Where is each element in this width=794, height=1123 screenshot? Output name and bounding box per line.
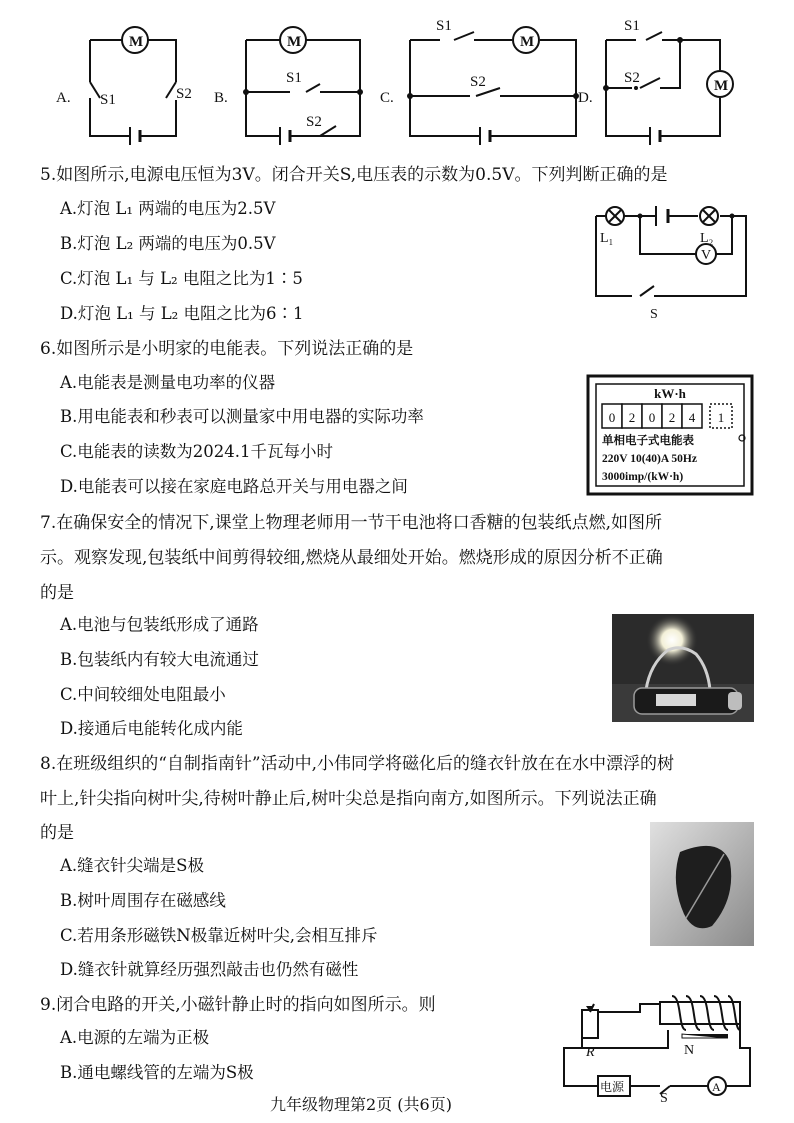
q4d-s2: S2 bbox=[624, 70, 640, 86]
q9-option-b: B.通电螺线管的左端为S极 bbox=[60, 1063, 254, 1082]
q9-stem: 9.闭合电路的开关,小磁针静止时的指向如图所示。则 bbox=[40, 995, 436, 1015]
q9-fig-r: R bbox=[586, 1045, 595, 1060]
q9-solenoid-circuit bbox=[558, 990, 758, 1102]
q5-option-d: D.灯泡 L₁ 与 L₂ 电阻之比为6∶1 bbox=[60, 304, 304, 323]
q5-option-b: B.灯泡 L₂ 两端的电压为0.5V bbox=[60, 234, 276, 253]
q6-option-d: D.电能表可以接在家庭电路总开关与用电器之间 bbox=[60, 477, 408, 496]
q4a-s2: S2 bbox=[176, 86, 192, 102]
q4b-motor-label: M bbox=[287, 34, 302, 50]
q5-fig-v: V bbox=[701, 248, 712, 263]
q5-fig-l2: L₂ bbox=[700, 231, 714, 246]
q4c-label: C. bbox=[380, 90, 394, 106]
q5-option-a: A.灯泡 L₁ 两端的电压为2.5V bbox=[60, 199, 276, 218]
q4b-s2: S2 bbox=[306, 114, 322, 130]
q8-stem-line2: 叶上,针尖指向树叶尖,待树叶静止后,树叶尖总是指向南方,如图所示。下列说法正确 bbox=[40, 789, 657, 809]
q7-battery-photo bbox=[612, 614, 754, 722]
meter-line1: 单相电子式电能表 bbox=[602, 435, 694, 447]
q5-stem: 5.如图所示,电源电压恒为3V。闭合开关S,电压表的示数为0.5V。下列判断正确的是 bbox=[40, 165, 668, 185]
q8-option-b: B.树叶周围存在磁感线 bbox=[60, 891, 226, 910]
q5-fig-s: S bbox=[650, 307, 658, 322]
q4a-label: A. bbox=[56, 90, 71, 106]
q8-option-c: C.若用条形磁铁N极靠近树叶尖,会相互排斥 bbox=[60, 926, 378, 945]
q6-energy-meter bbox=[586, 374, 756, 498]
q8-stem-line3: 的是 bbox=[40, 823, 74, 843]
q8-option-d: D.缝衣针就算经历强烈敲击也仍然有磁性 bbox=[60, 960, 359, 979]
q7-option-b: B.包装纸内有较大电流通过 bbox=[60, 650, 259, 669]
q6-option-c: C.电能表的读数为2024.1千瓦每小时 bbox=[60, 442, 334, 461]
q9-option-a: A.电源的左端为正极 bbox=[60, 1028, 210, 1047]
meter-digit-5: 4 bbox=[688, 410, 696, 425]
q4-circuit-figures bbox=[0, 0, 794, 160]
q4b-s1: S1 bbox=[286, 70, 302, 86]
q5-option-c: C.灯泡 L₁ 与 L₂ 电阻之比为1∶5 bbox=[60, 269, 303, 288]
q5-fig-l1: L₁ bbox=[600, 231, 614, 246]
meter-digit-2: 2 bbox=[628, 410, 636, 425]
q4d-s1: S1 bbox=[624, 18, 640, 34]
q9-fig-source: 电源 bbox=[600, 1080, 625, 1094]
q9-fig-a: A bbox=[712, 1080, 721, 1094]
meter-line3: 3000imp/(kW·h) bbox=[602, 471, 684, 483]
page-footer: 九年级物理第2页 (共6页) bbox=[270, 1095, 452, 1114]
q7-stem-line2: 示。观察发现,包装纸中间剪得较细,燃烧从最细处开始。燃烧形成的原因分析不正确 bbox=[40, 548, 663, 568]
q6-option-a: A.电能表是测量电功率的仪器 bbox=[60, 373, 276, 392]
meter-digit-1: 0 bbox=[608, 410, 616, 425]
q7-stem-line1: 7.在确保安全的情况下,课堂上物理老师用一节干电池将口香糖的包装纸点燃,如图所 bbox=[40, 513, 663, 533]
meter-digit-3: 0 bbox=[648, 410, 656, 425]
q4d-label: D. bbox=[578, 90, 593, 106]
q8-option-a: A.缝衣针尖端是S极 bbox=[60, 856, 204, 875]
q7-option-d: D.接通后电能转化成内能 bbox=[60, 719, 243, 738]
meter-digit-6: 1 bbox=[717, 410, 725, 425]
q6-option-b: B.用电能表和秒表可以测量家中用电器的实际功率 bbox=[60, 407, 424, 426]
q7-stem-line3: 的是 bbox=[40, 583, 74, 603]
q9-fig-n: N bbox=[684, 1043, 695, 1058]
q7-option-a: A.电池与包装纸形成了通路 bbox=[60, 615, 259, 634]
meter-digit-4: 2 bbox=[668, 410, 676, 425]
q4a-motor-label: M bbox=[129, 34, 144, 50]
meter-unit: kW·h bbox=[654, 386, 686, 401]
q4b-label: B. bbox=[214, 90, 228, 106]
q7-option-c: C.中间较细处电阻最小 bbox=[60, 685, 226, 704]
q4d-motor-label: M bbox=[714, 78, 729, 94]
q4c-motor-label: M bbox=[520, 34, 535, 50]
q4c-s2: S2 bbox=[470, 74, 486, 90]
q9-fig-s: S bbox=[660, 1091, 668, 1102]
q4a-s1: S1 bbox=[100, 92, 116, 108]
q8-leaf-photo bbox=[650, 822, 754, 946]
q4c-s1: S1 bbox=[436, 18, 452, 34]
q8-stem-line1: 8.在班级组织的“自制指南针”活动中,小伟同学将磁化后的缝衣针放在在水中漂浮的树 bbox=[40, 754, 675, 774]
q5-circuit-figure bbox=[586, 196, 756, 322]
meter-line2: 220V 10(40)A 50Hz bbox=[602, 453, 697, 465]
q6-stem: 6.如图所示是小明家的电能表。下列说法正确的是 bbox=[40, 339, 414, 359]
